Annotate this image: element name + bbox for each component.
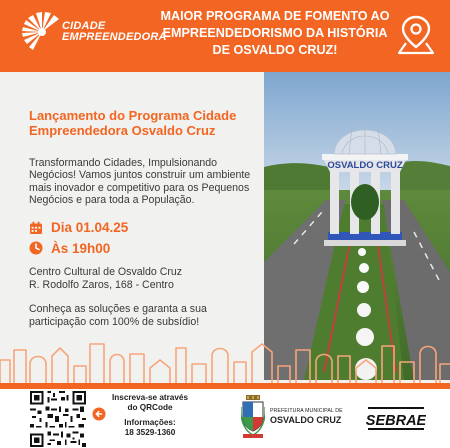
- municipal-crest-icon: [241, 395, 265, 439]
- prefeitura-line1: PREFEITURA MUNICIPAL DE: [270, 408, 343, 414]
- brand-name: [62, 21, 167, 43]
- location-pin-icon: [396, 13, 436, 57]
- brand-line2: EMPREENDEDORA: [62, 31, 167, 43]
- event-date: [29, 220, 128, 235]
- event-cta: Conheça as soluções e garanta a sua participação com 100% de subsídio!: [29, 303, 207, 328]
- sebrae-logo: [366, 406, 426, 432]
- brand-logo: [22, 12, 167, 56]
- register-info: [108, 393, 192, 438]
- arrow-left-icon: [92, 407, 106, 421]
- calendar-icon: [29, 221, 43, 235]
- event-description: Transformando Cidades, Impulsionando Negócios! Vamos juntos construir um ambiente mais inovador e competitivo para os Pequenos Negócios e para toda a População.: [29, 157, 251, 207]
- sunburst-logo-icon: [22, 12, 62, 52]
- gate-sign: OSVALDO CRUZ: [327, 160, 403, 171]
- city-entrance-photo: [264, 72, 450, 380]
- clock-icon: [29, 241, 43, 255]
- phone-number[interactable]: 18 3529-1360: [124, 428, 176, 437]
- city-skyline-decoration: [0, 338, 450, 384]
- prefeitura-logo: [270, 408, 343, 425]
- event-venue: [29, 266, 261, 291]
- date-text: Dia 01.04.25: [51, 220, 129, 235]
- brand-line1: CIDADE: [62, 20, 106, 32]
- venue-name: Centro Cultural de Osvaldo Cruz: [29, 266, 183, 278]
- event-time: [29, 240, 110, 256]
- event-title: Lançamento do Programa Cidade Empreendedora Osvaldo Cruz: [29, 108, 237, 138]
- header-banner: [0, 0, 450, 72]
- register-line2: do QRCode: [127, 403, 173, 412]
- qr-code[interactable]: [30, 391, 86, 447]
- prefeitura-line2: OSVALDO CRUZ: [270, 415, 342, 425]
- register-line1: Inscreva-se através: [111, 393, 189, 402]
- info-label: Informações:: [124, 418, 176, 427]
- venue-address: R. Rodolfo Zaros, 168 - Centro: [29, 278, 174, 291]
- time-text: Às 19h00: [51, 240, 111, 256]
- sebrae-wordmark: SEBRAE: [366, 413, 426, 429]
- city-gate-illustration: [264, 72, 450, 380]
- header-headline: MAIOR PROGRAMA DE FOMENTO AO EMPREENDEDORISMO DA HISTÓRIA DE OSVALDO CRUZ!: [160, 9, 390, 57]
